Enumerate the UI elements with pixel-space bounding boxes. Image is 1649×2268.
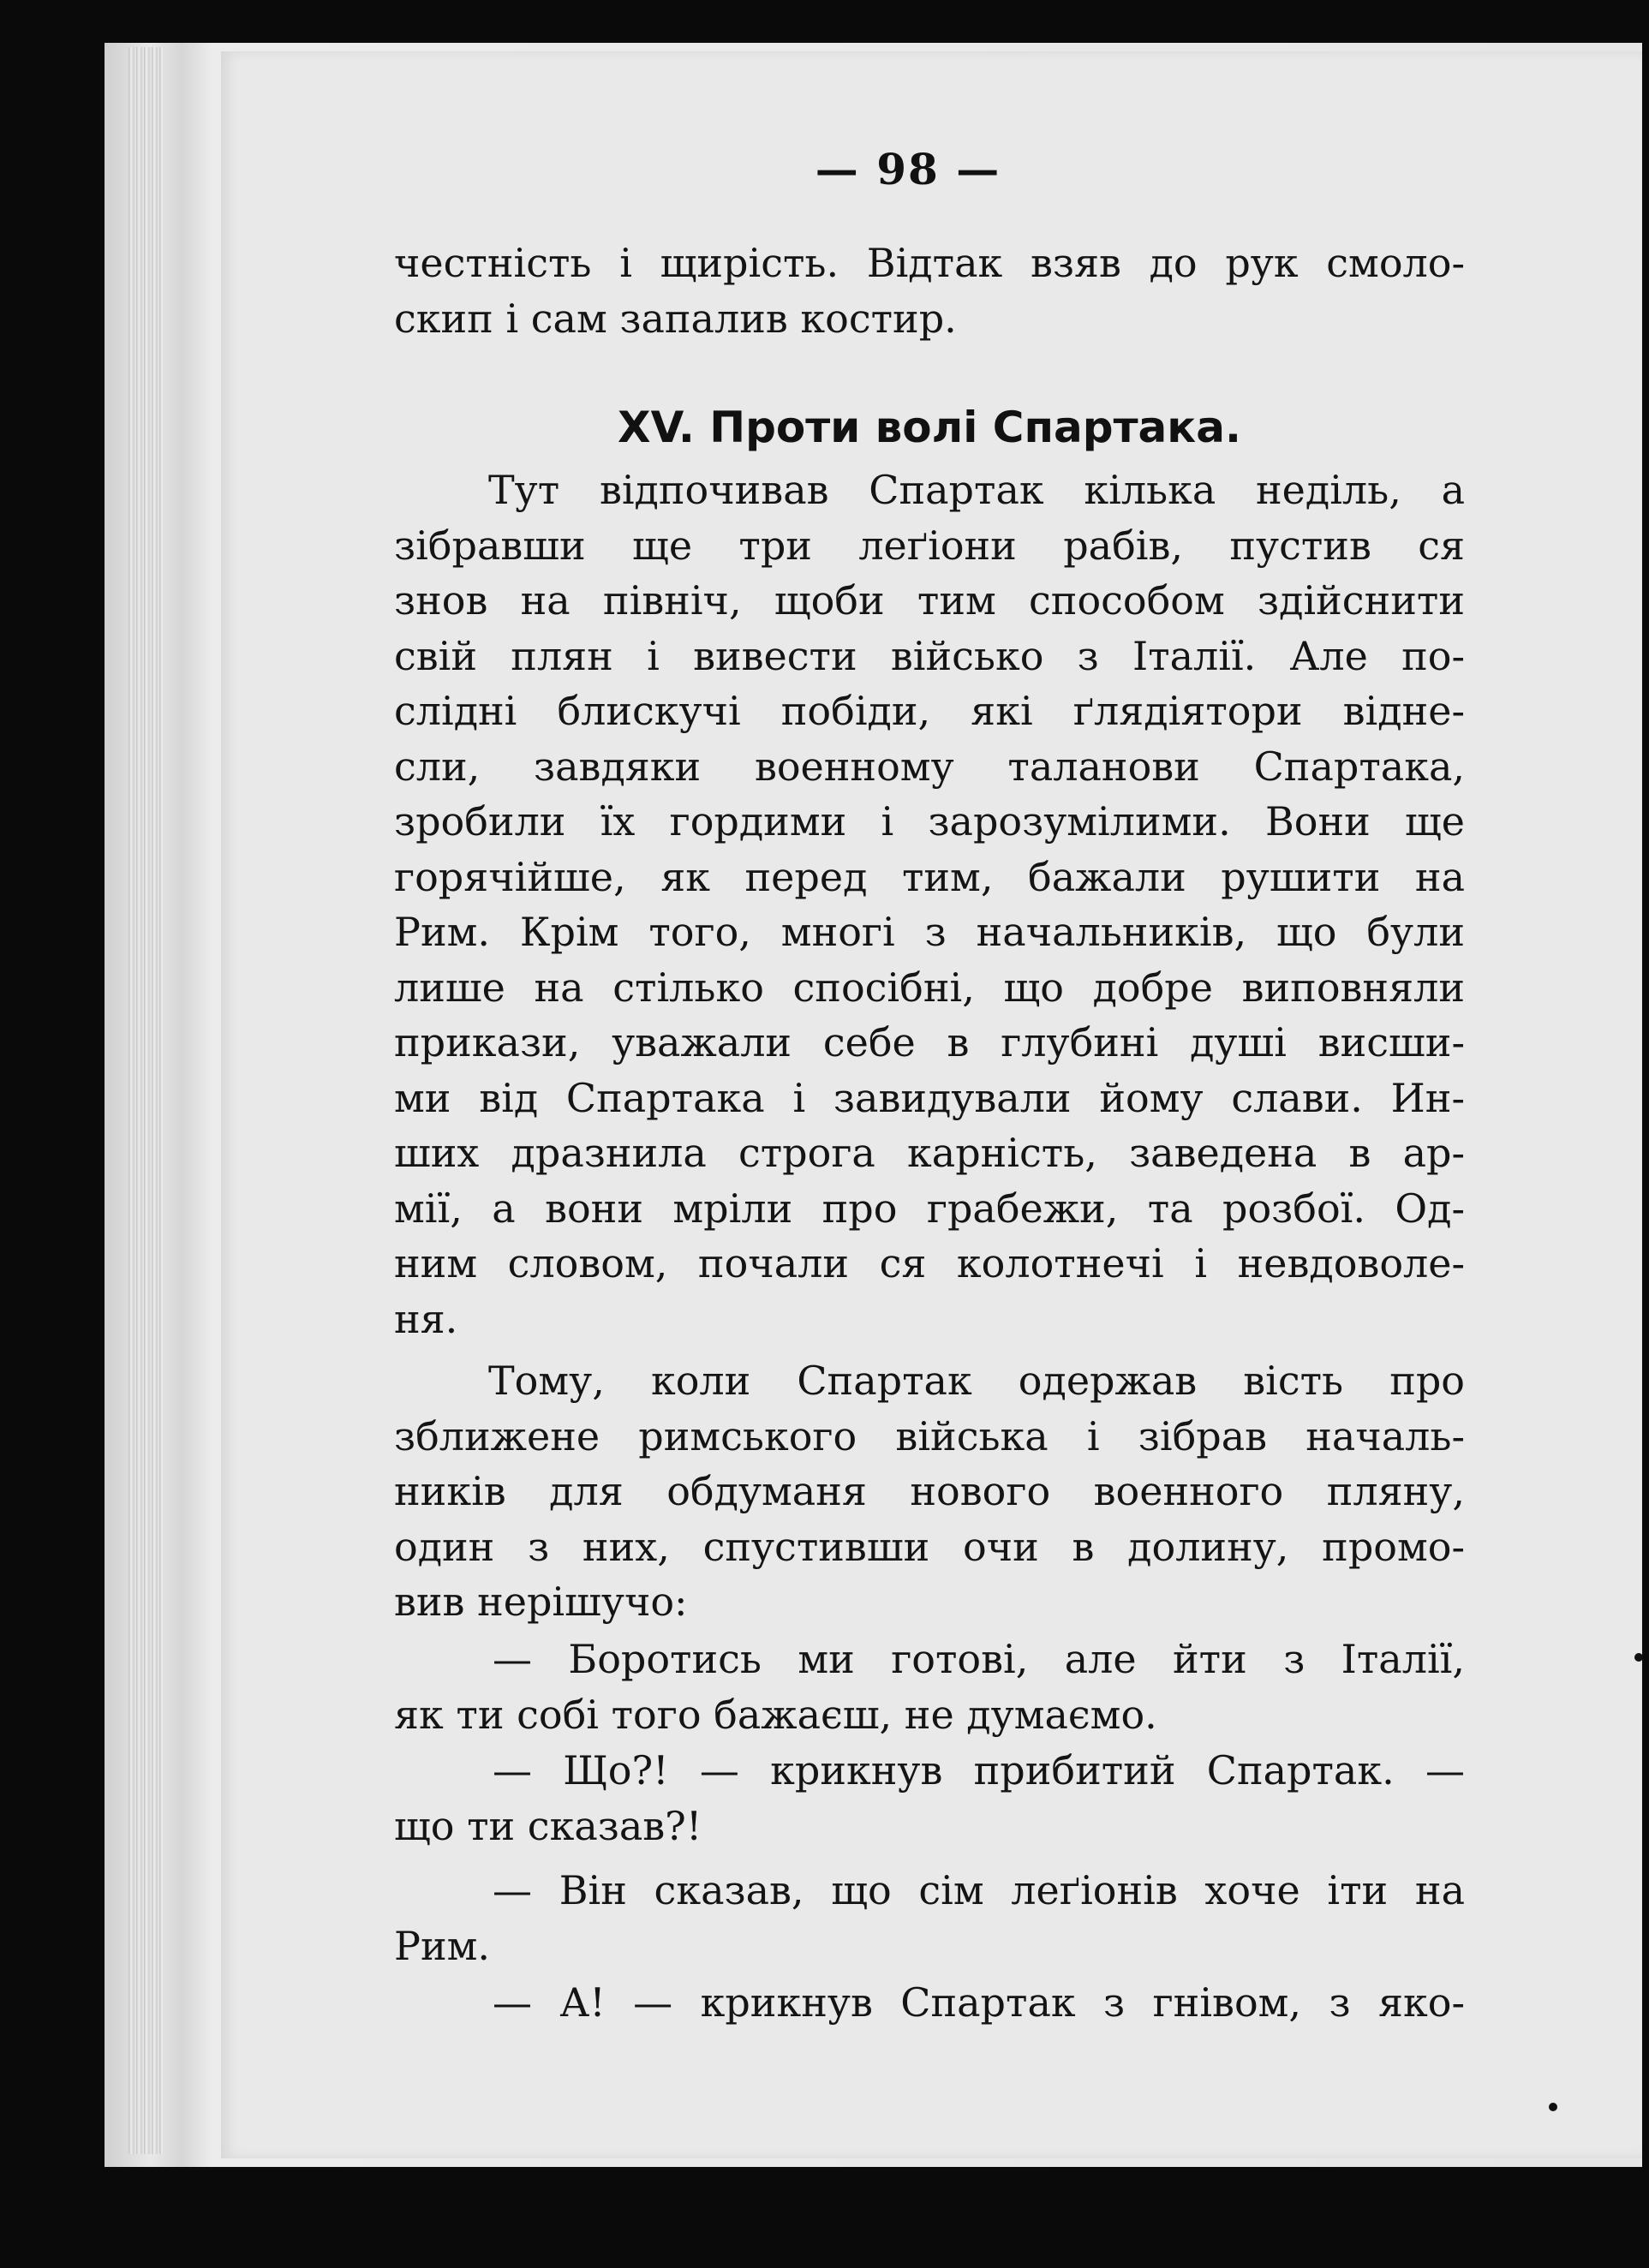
dialogue-line [394,1632,1465,1742]
text-line: — Він сказав, що сім леґіонів хоче іти на [493,1867,1465,1913]
text-line: прикази, уважали себе в глубині душі висши- [394,1019,1465,1065]
text-line: ним словом, почали ся колотнечі і невдоволе- [394,1240,1465,1286]
dialogue-line [394,1743,1465,1853]
text-line: честність і щирість. Відтак взяв до рук смоло- [394,240,1465,286]
text-line: лише на стілько спосібні, що добре виповняли [394,964,1465,1011]
text-line: свій плян і вивести військо з Італії. Але по- [394,632,1465,679]
chapter-heading: XV. Проти волі Спартака. [618,403,1241,452]
text-line: — А! — крикнув Спартак з гнівом, з яко- [493,1979,1465,2026]
text-line: як ти собі того бажаєш, не думаємо. [394,1691,1157,1738]
text-line: ших дразнила строга карність, заведена в ар- [394,1130,1465,1176]
continuation-paragraph [394,236,1465,346]
text-line: слідні блискучі побіди, які ґлядіятори відне- [394,688,1465,734]
text-line: — Що?! — крикнув прибитий Спартак. — [493,1747,1465,1794]
text-line: зробили їх гордими і зарозумілими. Вони ще [394,798,1465,845]
text-line: що ти сказав?! [394,1802,702,1849]
dialogue-line [394,1863,1465,1973]
text-line: скип і сам запалив костир. [394,295,957,342]
text-line: зближене римського війська і зібрав началь- [394,1412,1465,1459]
paragraph [394,463,1465,1346]
text-line: сли, завдяки военному таланови Спартака, [394,743,1465,790]
paragraph [394,1353,1465,1630]
scan-mark [1549,2103,1557,2111]
text-line: Рим. Крім того, многі з начальників, що були [394,909,1465,955]
text-line: знов на північ, щоби тим способом здійснити [394,577,1465,624]
text-line: ми від Спартака і завидували йому слави. Ин- [394,1074,1465,1121]
text-line: ня. [394,1295,458,1342]
text-line: Тому, коли Спартак одержав вість про [488,1358,1465,1404]
page-edges [128,47,163,2154]
text-line: Тут відпочивав Спартак кілька неділь, а [488,467,1465,513]
text-line: один з них, спустивши очи в долину, промо- [394,1523,1465,1570]
text-line: Рим. [394,1922,491,1969]
text-line: зібравши ще три леґіони рабів, пустив ся [394,522,1465,569]
text-line: ників для обдуманя нового военного пляну, [394,1468,1465,1514]
dialogue-line [394,1975,1465,2031]
text-line: мії, а вони мріли про грабежи, та розбої. Од- [394,1185,1465,1232]
text-line: вив нерішучо: [394,1579,688,1625]
page-number: — 98 — [815,144,1001,194]
scan-mark [1634,1653,1643,1662]
text-line: — Боротись ми готові, але йти з Італії, [493,1636,1465,1682]
text-line: горячійше, як перед тим, бажали рушити на [394,853,1465,900]
